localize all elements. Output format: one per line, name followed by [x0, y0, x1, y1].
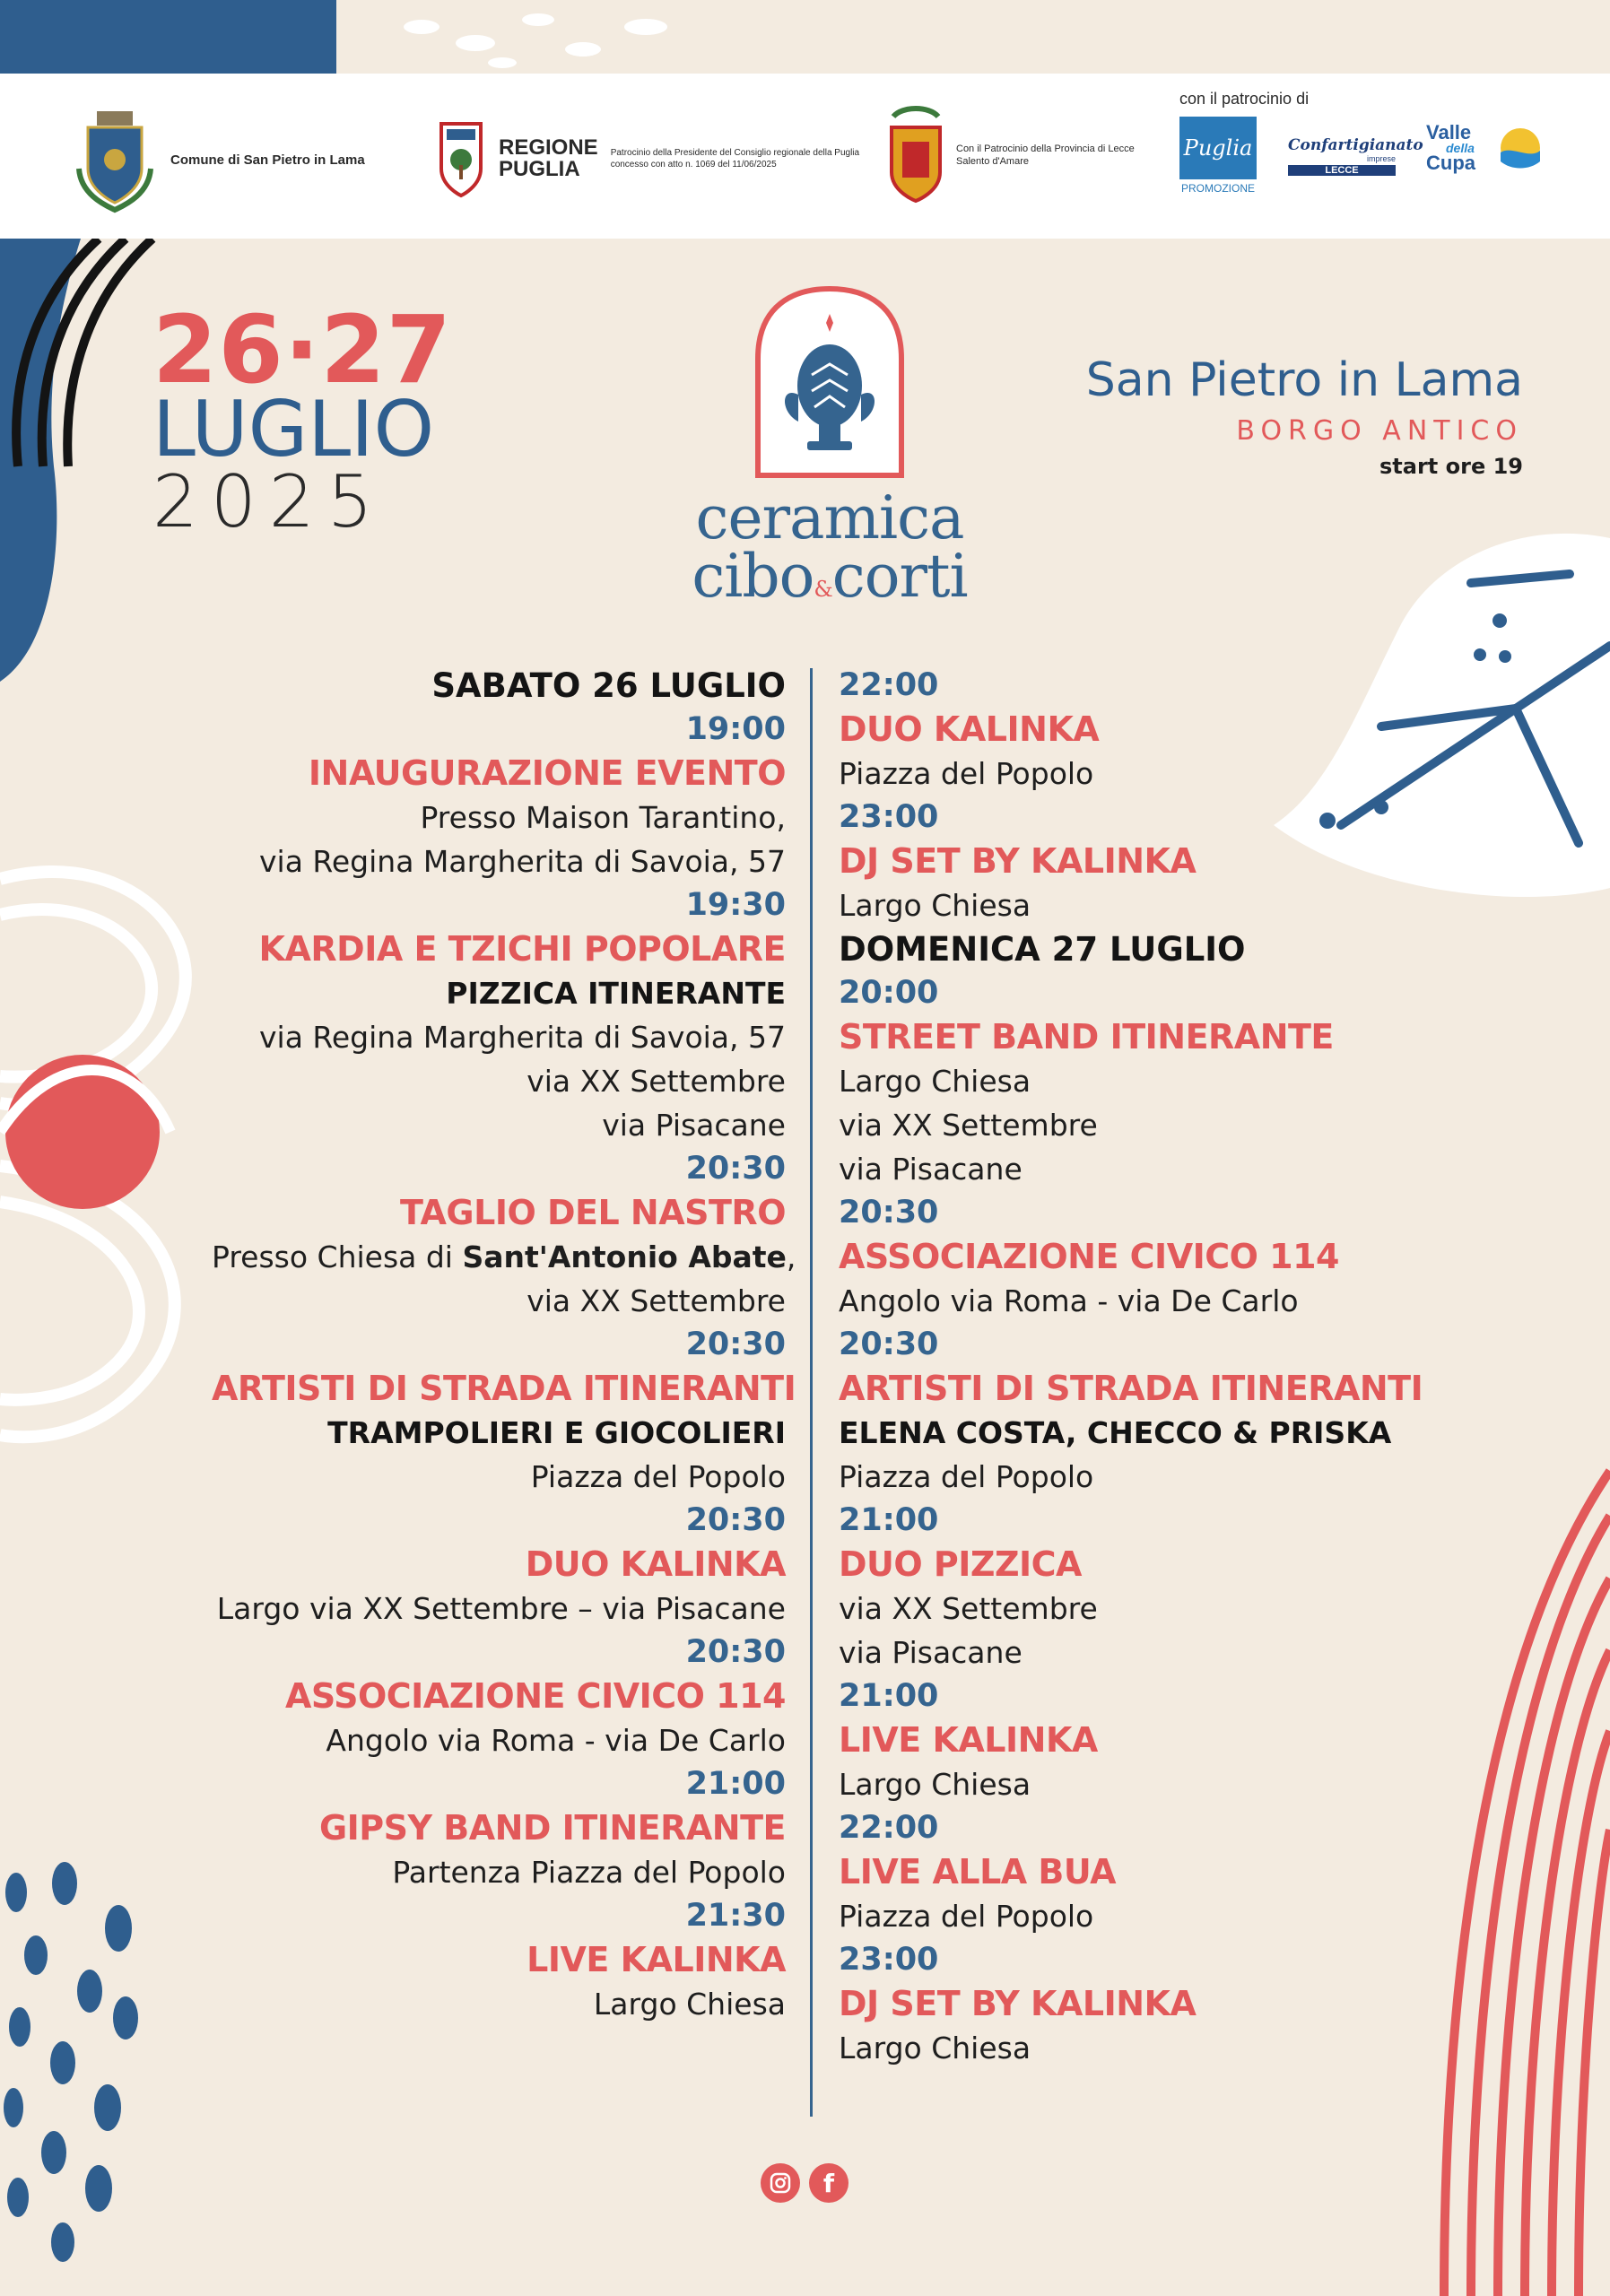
comune-crest-icon	[72, 106, 158, 213]
gal-line2: della	[1446, 140, 1475, 155]
location-prefix: Presso Chiesa di	[212, 1239, 463, 1274]
program-event-title: TAGLIO DEL NASTRO	[400, 1193, 786, 1232]
column-divider	[810, 668, 813, 2117]
program-location: Largo Chiesa	[839, 2031, 1031, 2066]
program-time: 19:00	[685, 711, 786, 747]
program-day-heading: SABATO 26 LUGLIO	[431, 666, 786, 705]
program-time: 23:00	[839, 1942, 939, 1978]
program-event-subtitle: PIZZICA ITINERANTE	[446, 976, 786, 1011]
program-event-title: GIPSY BAND ITINERANTE	[318, 1808, 786, 1848]
program-location: via Pisacane	[839, 1635, 1023, 1670]
program-time: 20:30	[685, 1502, 786, 1538]
program-location: Largo Chiesa	[839, 1064, 1031, 1099]
program-location: Largo Chiesa	[839, 1767, 1031, 1802]
program-event-title: DUO KALINKA	[525, 1544, 786, 1584]
program-event-title: LIVE KALINKA	[527, 1940, 786, 1979]
program-location: via Regina Margherita di Savoia, 57	[259, 1020, 786, 1055]
confartigianato-city: LECCE	[1288, 165, 1396, 176]
program-time: 22:00	[839, 1810, 939, 1846]
program-time: 22:00	[839, 667, 939, 703]
puglia-promozione-logo	[1179, 117, 1257, 206]
program-location: Angolo via Roma - via De Carlo	[839, 1283, 1299, 1318]
program-time: 23:00	[839, 799, 939, 835]
puglia-script-icon: Puglia	[1179, 117, 1257, 179]
program-location: Piazza del Popolo	[530, 1459, 786, 1494]
event-year: 2025	[152, 460, 386, 544]
program-event-title: INAUGURAZIONE EVENTO	[308, 753, 786, 793]
logo-word-corti: corti	[831, 542, 968, 611]
program-location: Piazza del Popolo	[839, 1899, 1094, 1934]
program-time: 21:00	[839, 1678, 939, 1714]
program-time: 19:30	[685, 887, 786, 923]
comune-label: Comune di San Pietro in Lama	[170, 152, 365, 168]
program-location	[212, 1235, 796, 1279]
program-time: 20:30	[685, 1151, 786, 1187]
program-event-title: KARDIA E TZICHI POPOLARE	[258, 929, 786, 969]
program-time: 21:30	[685, 1898, 786, 1934]
program-location: Presso Maison Tarantino,	[420, 800, 786, 835]
facebook-icon[interactable]	[809, 2163, 849, 2203]
regione-note: Patrocinio della Presidente del Consiglio regionale della Puglia concesso con atto n. 1069 del 11/06/2025	[610, 148, 860, 170]
regione-logo	[434, 118, 862, 199]
program-location: Piazza del Popolo	[839, 756, 1094, 791]
provincia-logo	[884, 106, 1162, 204]
event-logo	[628, 278, 1031, 628]
program-location: Partenza Piazza del Popolo	[392, 1855, 786, 1890]
program-time: 21:00	[839, 1502, 939, 1538]
program-time: 21:00	[685, 1766, 786, 1802]
location-suffix: ,	[786, 1239, 796, 1274]
program-event-title: DJ SET BY KALINKA	[839, 841, 1197, 881]
event-month: LUGLIO	[152, 385, 435, 474]
program-event-title: ASSOCIAZIONE CIVICO 114	[285, 1676, 786, 1716]
program-event-title: LIVE ALLA BUA	[839, 1852, 1116, 1892]
program-event-title: ARTISTI DI STRADA ITINERANTI	[212, 1369, 796, 1408]
confartigianato-logo	[1288, 136, 1423, 176]
program-event-title: DJ SET BY KALINKA	[839, 1984, 1197, 2023]
program-location: Largo Chiesa	[839, 888, 1031, 923]
program-event-title: ASSOCIAZIONE CIVICO 114	[839, 1237, 1339, 1276]
program-event-subtitle: TRAMPOLIERI E GIOCOLIERI	[327, 1415, 786, 1450]
program-event-title: STREET BAND ITINERANTE	[839, 1017, 1334, 1057]
place-name: San Pietro in Lama	[1085, 353, 1523, 407]
program-location: via XX Settembre	[839, 1591, 1098, 1626]
instagram-icon[interactable]	[761, 2163, 800, 2203]
program-event-title: LIVE KALINKA	[839, 1720, 1098, 1760]
program-time: 20:30	[685, 1634, 786, 1670]
program-location: Angolo via Roma - via De Carlo	[326, 1723, 786, 1758]
program-location: Largo Chiesa	[593, 1987, 786, 2022]
confartigianato-sub: imprese	[1366, 154, 1396, 163]
ceramic-pine-cone-icon	[628, 278, 1031, 493]
program-sunday-column	[839, 664, 1423, 2070]
logo-wordmark-ceramica: ceramica	[695, 483, 964, 552]
gal-line1: Valle	[1426, 121, 1472, 144]
regione-label-line2: PUGLIA	[499, 157, 580, 181]
place-subtitle: BORGO ANTICO	[1236, 415, 1523, 447]
program-location: via Pisacane	[602, 1108, 786, 1143]
program-time: 20:30	[839, 1326, 939, 1362]
regione-crest-icon	[434, 118, 488, 199]
gal-valle-della-cupa-logo	[1426, 121, 1543, 196]
program-event-title: DUO KALINKA	[839, 709, 1100, 749]
start-time: start ore 19	[1379, 454, 1523, 479]
program-location: via XX Settembre	[527, 1283, 786, 1318]
program-location: Largo via XX Settembre – via Pisacane	[216, 1591, 786, 1626]
program-saturday-column	[212, 664, 796, 2026]
confartigianato-label: Confartigianato	[1288, 136, 1423, 154]
facebook-glyph: f	[822, 2168, 835, 2198]
program-location: via Pisacane	[839, 1152, 1023, 1187]
program-time: 20:30	[839, 1195, 939, 1231]
program-location: via XX Settembre	[839, 1108, 1098, 1143]
logo-word-cibo: cibo	[692, 542, 814, 611]
program-day-heading: DOMENICA 27 LUGLIO	[839, 930, 1246, 969]
program-event-title: DUO PIZZICA	[839, 1544, 1082, 1584]
program-location: Piazza del Popolo	[839, 1459, 1094, 1494]
comune-logo	[72, 106, 365, 213]
program-location: via Regina Margherita di Savoia, 57	[259, 844, 786, 879]
program-event-title: ARTISTI DI STRADA ITINERANTI	[839, 1369, 1423, 1408]
regione-label-line1: REGIONE	[499, 135, 598, 160]
social-links	[761, 2163, 849, 2203]
program-location: via XX Settembre	[527, 1064, 786, 1099]
gal-line3: Cupa	[1426, 152, 1475, 175]
provincia-crest-icon	[884, 106, 947, 204]
puglia-promozione-label: PROMOZIONE	[1180, 182, 1255, 195]
provincia-note: Con il Patrocinio della Provincia di Lecce Salento d'Amare	[956, 143, 1135, 167]
program-event-subtitle: ELENA COSTA, CHECCO & PRISKA	[839, 1415, 1392, 1450]
logo-ampersand: &	[814, 577, 832, 602]
location-highlight: Sant'Antonio Abate	[462, 1239, 787, 1274]
logo-wordmark-cibo-corti	[628, 542, 1031, 611]
program-time: 20:00	[839, 975, 939, 1011]
event-dates: 26·27	[152, 295, 452, 404]
sponsor-label: con il patrocinio di	[1179, 90, 1310, 108]
program-time: 20:30	[685, 1326, 786, 1362]
instagram-glyph	[769, 2171, 792, 2195]
sun-icon	[1498, 126, 1543, 170]
sponsor-header	[0, 74, 1610, 239]
